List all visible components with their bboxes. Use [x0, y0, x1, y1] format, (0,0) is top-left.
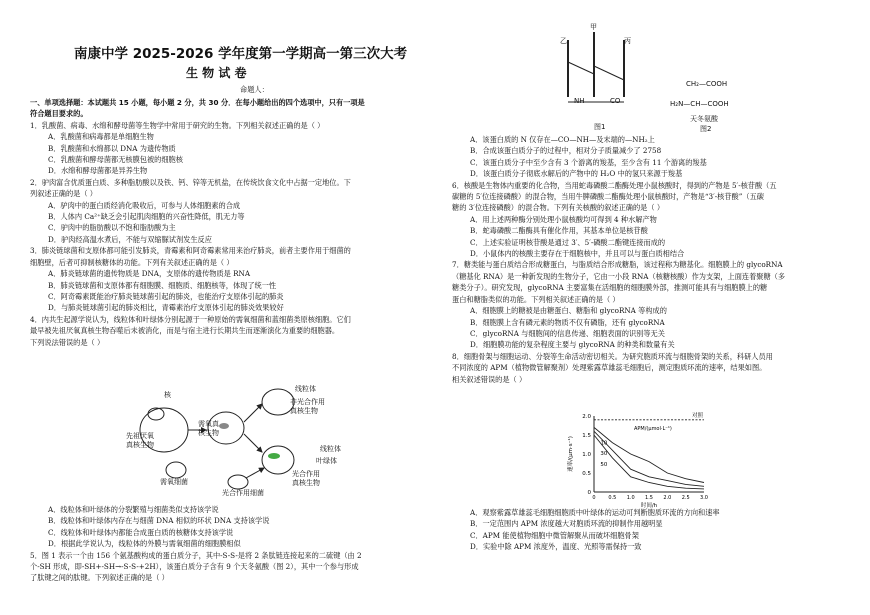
answer-option: C．线粒体和叶绿体内都能合成蛋白质的核糖体支持该学说 — [48, 527, 234, 537]
answer-option: D．根据此学说认为，线粒体的外膜与需氧细菌的细胞膜相似 — [48, 539, 241, 549]
question-text: 6．核酸是生物体内重要的化合物，当用蛇毒磷酸二酯酶处理小鼠核酸时，得到的产物是 5′-核苷酸（五 — [452, 180, 777, 190]
section-heading: 一、单项选择题：本试题共 15 小题，每小题 2 分，共 30 分．在每小题给出的四个选项中，只有一项是 — [30, 98, 365, 107]
answer-option: B．一定范围内 APM 浓度越大对胞质环流的抑制作用越明显 — [470, 519, 663, 529]
series-label: 10 — [600, 440, 608, 447]
x-tick-label: 2.5 — [681, 495, 690, 501]
fig1-label-bing: 丙 — [624, 37, 631, 45]
answer-option: D．该蛋白质分子彻底水解后的产物中的 H₂O 中的氢只来源于羧基 — [470, 169, 683, 179]
answer-option: C．上述实验证明核苷酸是通过 3′、5′-磷酸二酯键连接而成的 — [470, 237, 666, 247]
question-text: 不同浓度的 APM（植物微管解聚剂）处理紫露草雄蕊毛细胞后，测定胞质环流的速率，结果如图。 — [452, 363, 767, 373]
answer-option: B．人体内 Ca²⁺缺乏会引起肌肉细胞的兴奋性降低，肌无力等 — [48, 212, 245, 222]
y-tick-label: 0 — [587, 490, 591, 496]
answer-option: A．观察紫露草雄蕊毛细胞细胞质中叶绿体的运动可判断胞质环流的方向和速率 — [470, 508, 720, 517]
question-text: 1．乳酸菌、病毒、水绵和酵母菌等生物学中常用于研究的生物。下列相关叙述正确的是（ ） — [30, 120, 325, 130]
answer-option: A．驴肉中的蛋白质经消化吸收后，可参与人体细胞素的合成 — [48, 200, 241, 210]
label-chloro: 叶绿体 — [316, 457, 337, 465]
question-text: 糖的 3′位连接磷酸）的混合物。下列有关核酸的叙述正确的是（ ） — [452, 203, 665, 213]
fig1-label-nh: NH — [574, 97, 585, 105]
question-text: （糖基化 RNA）是一种新发现的生物分子，它由一小段 RNA（核糖核酸）作为支架，上面连着聚糖（多 — [452, 271, 786, 281]
label-aerobic-euk: 需氧真 核生物 — [198, 420, 219, 437]
apm-chart — [566, 410, 716, 508]
protein-figure — [554, 22, 654, 122]
answer-option: B．乳酸菌和水绵都以 DNA 为遗传物质 — [48, 143, 176, 153]
question-text: 碳糖的 5′位连接磷酸）的混合物，当用牛脾磷酸二酯酶处理小鼠核酸时，产物是“3′-核苷酸”（五碳 — [452, 192, 764, 202]
answer-option: D．与肺炎链球菌引起的肺炎相比，青霉素治疗支原体引起的肺炎效果较好 — [48, 303, 284, 313]
question-text: 蛋白和糖脂类似的功能。下列相关叙述正确的是（ ） — [452, 294, 620, 304]
x-tick-label: 1.5 — [645, 495, 653, 501]
question-text: 细胞壁，后者可抑制核糖体的功能。下列有关叙述正确的是（ ） — [30, 257, 234, 267]
answer-option: B．细胞膜上含有磷元素的物质不仅有磷脂，还有 glycoRNA — [470, 317, 665, 327]
fig1-caption: 图1 — [594, 123, 606, 131]
y-tick-label: 0.5 — [582, 471, 591, 477]
author-line: 命题人： — [240, 85, 269, 94]
x-tick-label: 2.0 — [663, 495, 672, 501]
answer-option: D．实验中除 APM 浓度外，温度、光照等需保持一致 — [470, 542, 642, 552]
question-text: 下列说法错误的是（ ） — [30, 337, 105, 347]
answer-option: A．细胞膜上的糖被是由糖蛋白、糖脂和 glycoRNA 等构成的 — [470, 306, 667, 316]
answer-option: C．乳酸菌和酵母菌都无核膜包被的细胞核 — [48, 155, 183, 165]
question-text: 3．肺炎链球菌和支原体都可能引发肺炎，青霉素和阿奇霉素常用来治疗肺炎，前者主要作用于细菌的 — [30, 246, 351, 256]
fig2-asp: 天冬氨酸 — [690, 115, 718, 123]
y-tick-label: 2.0 — [582, 414, 591, 420]
label-photo-bact: 光合作用细菌 — [222, 489, 264, 497]
right-column — [452, 134, 852, 385]
right-column-lower — [452, 507, 852, 553]
answer-option: A．线粒体和叶绿体的分裂繁殖与细菌类似支持该学说 — [48, 505, 219, 514]
question-text: 糖类分子）。研究发现，glycoRNA 主要富集在活细胞的细胞膜外部，推测可能具有与细胞膜上的糖 — [452, 283, 768, 293]
legend-title: APM/(μmol·L⁻¹) — [634, 426, 672, 432]
label-nonphoto: 非光合作用 真核生物 — [290, 398, 325, 415]
question-text: 4．内共生起源学说认为，线粒体和叶绿体分别起源于一种原始的需氧细菌和蓝细菌类原核细胞。它们 — [30, 314, 351, 324]
left-column — [30, 97, 428, 348]
x-axis-label: 时间/h — [640, 503, 658, 508]
question-text: 了肽键之间的肽键。下列叙述正确的是（ ） — [30, 573, 169, 583]
y-tick-label: 1.5 — [582, 433, 591, 439]
answer-option: D．驴肉经高温水煮后，不能与双缩脲试剂发生反应 — [48, 234, 212, 244]
fig2-h2n: H₂N—CH—COOH — [670, 100, 729, 108]
label-photo-euk: 光合作用 真核生物 — [292, 470, 320, 487]
answer-option: C．glycoRNA 与细胞间的信息传递、细胞表面的识别等无关 — [470, 328, 665, 338]
answer-option: C．阿奇霉素既能治疗肺炎链球菌引起的肺炎，也能治疗支原体引起的肺炎 — [48, 291, 284, 301]
photo-euk-cell — [262, 446, 294, 474]
control-label: 对照 — [692, 412, 704, 419]
x-tick-label: 3.0 — [700, 495, 708, 501]
answer-option: D．细胞膜功能的复杂程度主要与 glycoRNA 的种类和数量有关 — [470, 340, 675, 350]
aerobic-bacterium — [166, 462, 186, 478]
label-mito-2: 线粒体 — [320, 445, 341, 453]
nucleus-shape — [148, 408, 164, 420]
arrow-2 — [244, 404, 262, 422]
answer-option: A．肺炎链球菌的遗传物质是 DNA，支原体的遗传物质是 RNA — [48, 269, 251, 279]
label-aerobic: 需氧细菌 — [160, 478, 188, 486]
fig2-ch2: CH₂—COOH — [686, 80, 728, 88]
photo-bacterium — [228, 475, 248, 489]
mito-shape — [219, 423, 229, 429]
question-text: 个-SH 形成，即-SH+-SH→-S-S-+2H），该蛋白质分子含有 9 个天冬氨酸（图 2），其中一个参与形成 — [30, 562, 359, 572]
fig1-label-co: CO — [610, 97, 621, 105]
fig1-label-jia: 甲 — [590, 23, 597, 31]
arrow-4 — [246, 468, 264, 478]
answer-option: D．小鼠体内的核酸主要存在于细胞核中，并且可以与蛋白质相结合 — [470, 249, 685, 259]
question-text: 列叙述正确的是（ ） — [30, 189, 97, 199]
answer-option: A．乳酸菌和病毒都是单细胞生物 — [48, 132, 154, 142]
label-nucleus: 核 — [164, 391, 171, 399]
series-label: 30 — [600, 451, 608, 458]
series-line-30 — [594, 431, 704, 486]
question-text: 相关叙述错误的是（ ） — [452, 374, 527, 384]
answer-option: B．蛇毒磷酸二酯酶具有催化作用，其基本单位是核苷酸 — [470, 226, 648, 236]
exam-subtitle: 生 物 试 卷 — [186, 66, 247, 80]
x-tick-label: 0.5 — [608, 495, 617, 501]
answer-option: C．该蛋白质分子中至少含有 3 个游离的羧基，至少含有 11 个游离的羧基 — [470, 157, 707, 167]
answer-option: B．线粒体和叶绿体内存在与细菌 DNA 相似的环状 DNA 支持该学说 — [48, 516, 270, 526]
fig2-caption: 图2 — [700, 125, 712, 133]
x-tick-label: 0 — [592, 495, 596, 501]
answer-option: D．水绵和酵母菌都是异养生物 — [48, 166, 148, 176]
x-tick-label: 1.0 — [626, 495, 635, 501]
label-mito-1: 线粒体 — [295, 385, 316, 393]
answer-option: C．驴肉中的脂肪酸以不饱和脂肪酸为主 — [48, 223, 176, 233]
left-column-lower — [30, 504, 428, 584]
answer-option: C．APM 能使植物细胞中微管解聚从而破坏细胞骨架 — [470, 530, 639, 540]
question-text: 7．糖类能与蛋白质结合形成糖蛋白，与脂质结合形成糖脂，该过程称为糖基化。细胞膜上的 glycoRNA — [452, 260, 783, 270]
chloro-shape — [268, 453, 280, 459]
question-text: 5．图 1 表示一个由 156 个氨基酸构成的蛋白质分子，其中-S-S-是将 2 条肽链连接起来的二硫键（由 2 — [30, 550, 362, 560]
answer-option: B．合成该蛋白质分子的过程中，相对分子质量减少了 2758 — [470, 146, 662, 156]
label-ancestor: 先祖厌氧 真核生物 — [126, 432, 154, 449]
exam-title: 南康中学 2025-2026 学年度第一学期高一第三次大考 — [74, 46, 408, 62]
answer-option: A．用上述两种酶分别处理小鼠核酸均可得到 4 种水解产物 — [470, 214, 657, 224]
fig1-label-yi: 乙 — [560, 37, 567, 45]
section-heading-2: 符合题目要求的。 — [30, 109, 88, 119]
arrow-3 — [244, 434, 262, 452]
y-tick-label: 1.0 — [582, 452, 591, 458]
question-text: 8．细胞骨架与细胞运动、分裂等生命活动密切相关。为研究胞质环流与细胞骨架的关系，科研人员用 — [452, 351, 773, 361]
question-text: 最早被先祖厌氧真核生物吞噬后未被消化，而是与宿主进行长期共生而逐渐演化为重要的细胞器。 — [30, 326, 340, 336]
series-label: 50 — [600, 461, 608, 468]
y-axis-label: 速率/(μm·s⁻¹) — [568, 436, 574, 472]
question-text: 2．驴肉富含优质蛋白质、多种脂肪酸以及铁、钙、锌等无机盐，在传统饮食文化中占据一定地位。下 — [30, 177, 351, 187]
answer-option: B．肺炎链球菌和支原体都有细胞膜、细胞质、细胞核等，体现了统一性 — [48, 280, 277, 290]
answer-option: A．该蛋白质的 N 仅存在—CO—NH—及末端的—NH₂上 — [470, 135, 655, 144]
